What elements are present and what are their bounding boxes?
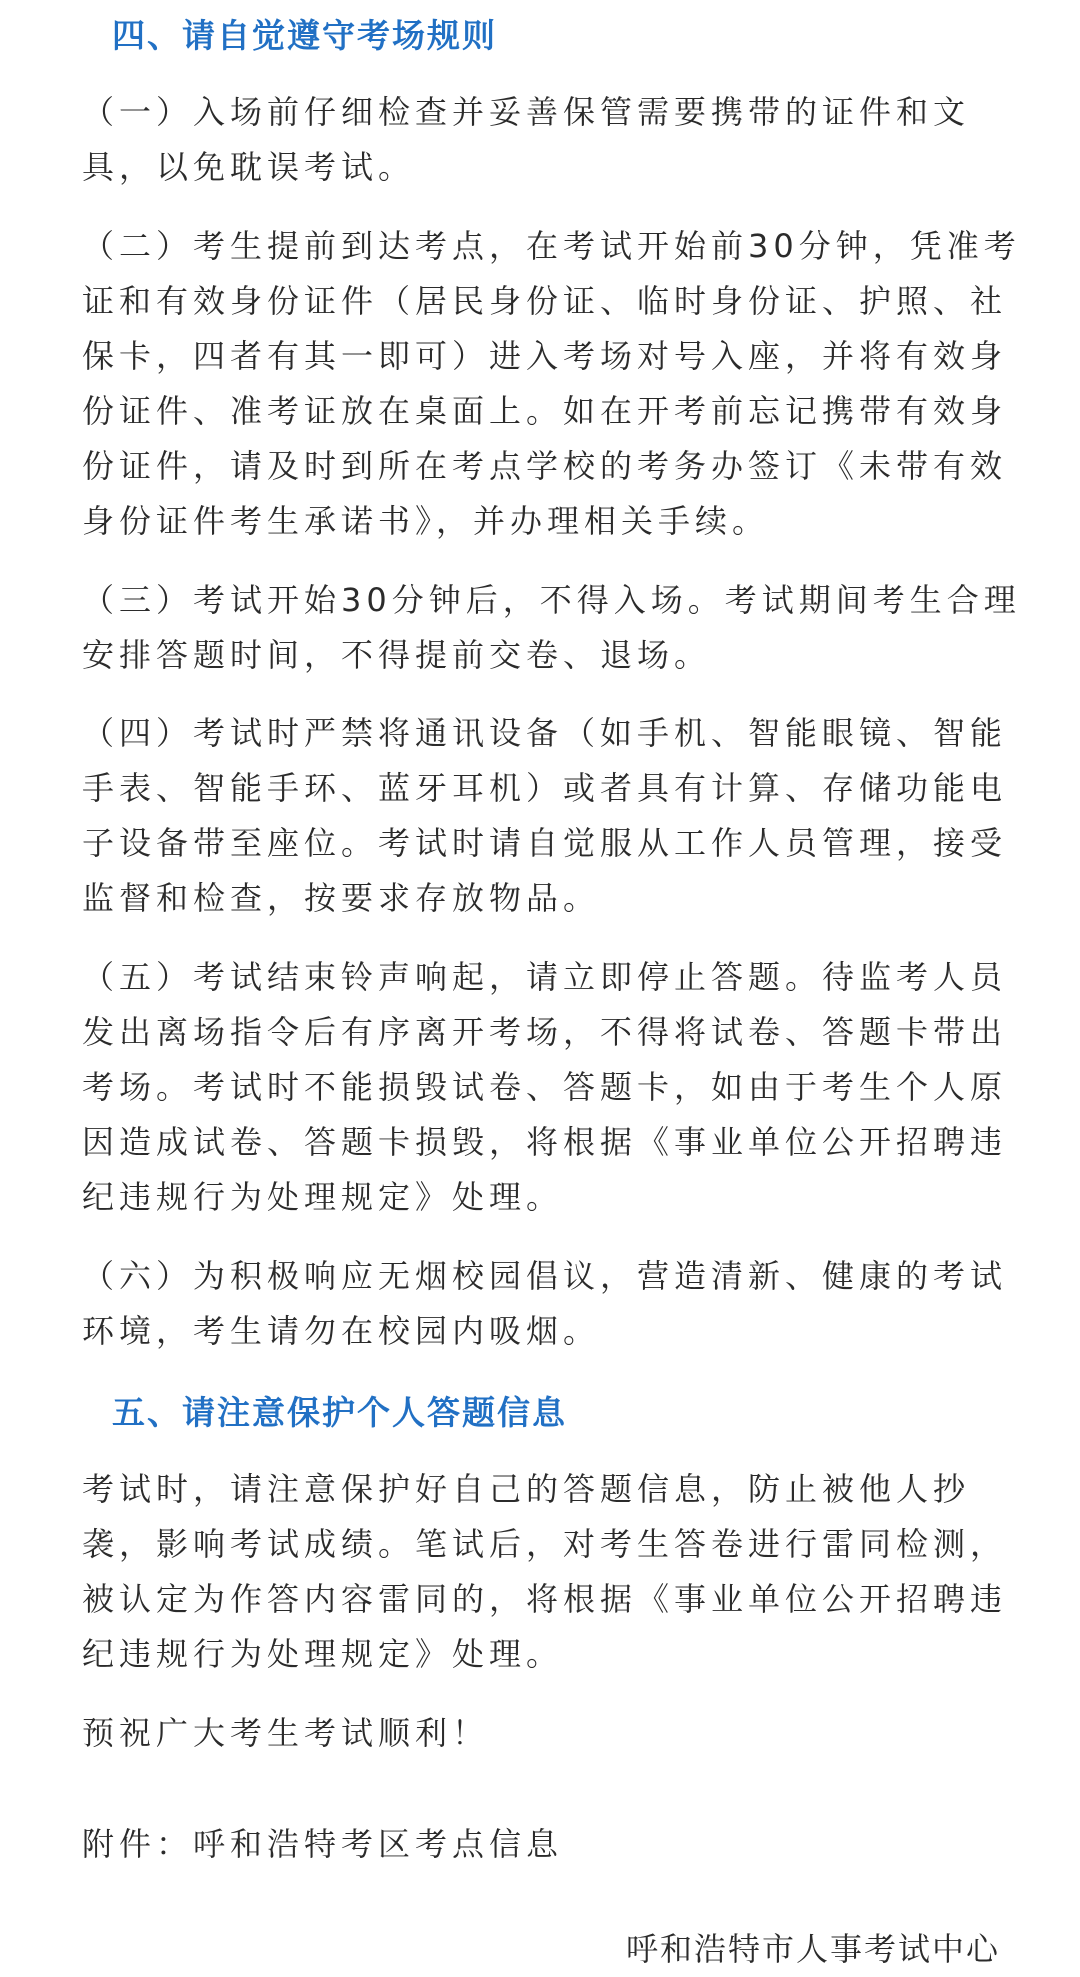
rule-6-paragraph xyxy=(82,1249,1008,1359)
rule-4-line: 子设备带至座位。考试时请自觉服从工作人员管理，接受 xyxy=(82,824,1008,862)
rule-2-line: （二）考生提前到达考点，在考试开始前30分钟，凭准考 xyxy=(82,227,1021,265)
rule-3-line: 安排答题时间，不得提前交卷、退场。 xyxy=(82,636,712,674)
section-5-line: 考试时，请注意保护好自己的答题信息，防止被他人抄 xyxy=(82,1470,971,1508)
rule-4-line: 手表、智能手环、蓝牙耳机）或者具有计算、存储功能电 xyxy=(82,769,1008,807)
rule-6-line: 环境，考生请勿在校园内吸烟。 xyxy=(82,1312,601,1350)
section-5-line: 被认定为作答内容雷同的，将根据《事业单位公开招聘违 xyxy=(82,1580,1008,1618)
section-5-line: 袭，影响考试成绩。笔试后，对考生答卷进行雷同检测， xyxy=(82,1525,1008,1563)
rule-3-line: （三）考试开始30分钟后，不得入场。考试期间考生合理 xyxy=(82,581,1021,619)
rule-5-line: 考场。考试时不能损毁试卷、答题卡，如由于考生个人原 xyxy=(82,1068,1008,1106)
rule-1-line: （一）入场前仔细检查并妥善保管需要携带的证件和文 xyxy=(82,93,971,131)
rule-4-line: （四）考试时严禁将通讯设备（如手机、智能眼镜、智能 xyxy=(82,714,1008,752)
section-5-heading: 五、请注意保护个人答题信息 xyxy=(112,1393,567,1432)
rule-5-line: 纪违规行为处理规定》处理。 xyxy=(82,1178,564,1216)
rule-2-line: 身份证件考生承诺书》，并办理相关手续。 xyxy=(82,502,770,540)
rule-1-paragraph xyxy=(82,85,1000,195)
signature: 呼和浩特市人事考试中心 xyxy=(625,1930,1000,1968)
rule-5-paragraph xyxy=(82,950,1008,1225)
section-5-line: 纪违规行为处理规定》处理。 xyxy=(82,1635,564,1673)
rule-3-paragraph xyxy=(82,573,1021,683)
rule-2-line: 保卡，四者有其一即可）进入考场对号入座，并将有效身 xyxy=(82,337,1008,375)
rule-1-line: 具，以免耽误考试。 xyxy=(82,148,416,186)
rule-2-paragraph xyxy=(82,219,1021,549)
rule-5-line: 因造成试卷、答题卡损毁，将根据《事业单位公开招聘违 xyxy=(82,1123,1008,1161)
rule-6-line: （六）为积极响应无烟校园倡议，营造清新、健康的考试 xyxy=(82,1257,1008,1295)
attachment-note: 附件：呼和浩特考区考点信息 xyxy=(82,1825,564,1863)
closing-wish: 预祝广大考生考试顺利！ xyxy=(82,1714,490,1752)
section-4-heading: 四、请自觉遵守考场规则 xyxy=(112,16,497,55)
rule-5-line: 发出离场指令后有序离开考场，不得将试卷、答题卡带出 xyxy=(82,1013,1008,1051)
rule-2-line: 份证件、准考证放在桌面上。如在开考前忘记携带有效身 xyxy=(82,392,1008,430)
rule-5-line: （五）考试结束铃声响起，请立即停止答题。待监考人员 xyxy=(82,958,1008,996)
rule-2-line: 份证件，请及时到所在考点学校的考务办签订《未带有效 xyxy=(82,447,1008,485)
rule-4-line: 监督和检查，按要求存放物品。 xyxy=(82,879,601,917)
rule-4-paragraph xyxy=(82,706,1008,926)
rule-2-line: 证和有效身份证件（居民身份证、临时身份证、护照、社 xyxy=(82,282,1008,320)
section-5-paragraph xyxy=(82,1462,1008,1682)
